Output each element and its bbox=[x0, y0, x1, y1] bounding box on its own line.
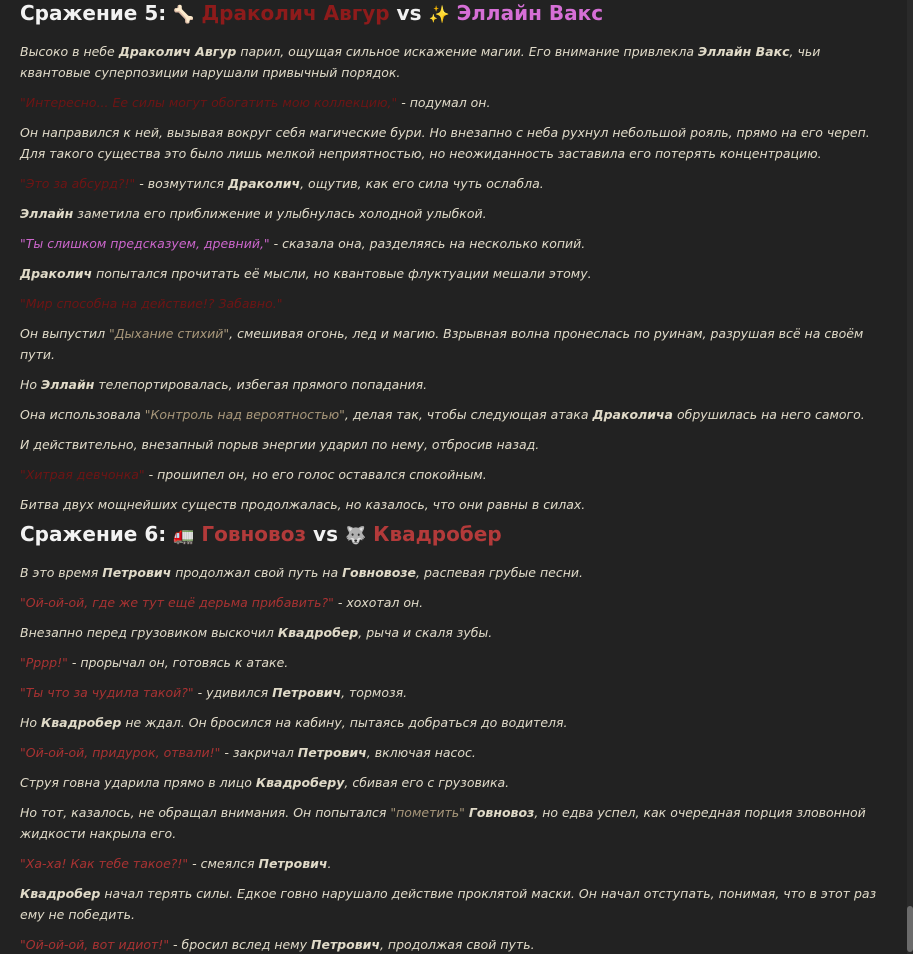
paragraph: Он выпустил "Дыхание стихий", смешивая огонь, лед и магию. Взрывная волна пронеслась по руинам, разрушая всё на своём пути. bbox=[20, 326, 864, 362]
paragraph: "Ой-ой-ой, где же тут ещё дерьма прибавить?" - хохотал он. bbox=[20, 595, 424, 610]
paragraph: Но Квадробер не ждал. Он бросился на кабину, пытаясь добраться до водителя. bbox=[20, 715, 568, 730]
fighter-govnovoz-name: Говновоз bbox=[201, 522, 307, 546]
paragraph: Она использовала "Контроль над вероятностью", делая так, чтобы следующая атака Драколича обрушилась на него самого. bbox=[20, 407, 865, 422]
paragraph: "Это за абсурд?!" - возмутился Драколич, ощутив, как его сила чуть ослабла. bbox=[20, 176, 544, 191]
battle-5-label: Сражение 5: bbox=[20, 1, 167, 25]
paragraph: Драколич попытался прочитать её мысли, но квантовые флуктуации мешали этому. bbox=[20, 266, 592, 281]
paragraph: Квадробер начал терять силы. Едкое говно нарушало действие проклятой маски. Он начал отступать, понимая, что в этот раз ему не победить. bbox=[20, 886, 877, 922]
paragraph: "Ой-ой-ой, придурок, отвали!" - закричал Петрович, включая насос. bbox=[20, 745, 476, 760]
fighter-draco-name: Драколич Авгур bbox=[201, 1, 390, 25]
paragraph: "Интересно... Ее силы могут обогатить мою коллекцию," - подумал он. bbox=[20, 95, 491, 110]
sparkles-icon: ✨ bbox=[428, 5, 450, 25]
bone-icon: 🦴 bbox=[173, 5, 195, 25]
battle-5-heading bbox=[20, 0, 888, 26]
paragraph: Но тот, казалось, не обращал внимания. Он попытался "пометить" Говновоз, но едва успел, как очередная порция зловонной жидкости накрыла его. bbox=[20, 805, 866, 841]
paragraph: В это время Петрович продолжал свой путь на Говновозе, распевая грубые песни. bbox=[20, 565, 583, 580]
paragraph: "Мир способна на действие!? Забавно." bbox=[20, 296, 283, 311]
paragraph: Струя говна ударила прямо в лицо Квадроберу, сбивая его с грузовика. bbox=[20, 775, 510, 790]
paragraph: Он направился к ней, вызывая вокруг себя магические бури. Но внезапно с неба рухнул небольшой рояль, прямо на его череп. Для такого существа это было лишь мелкой неприятностью, но неожиданность заставила его потерять концентрацию. bbox=[20, 125, 870, 161]
battle-6-label: Сражение 6: bbox=[20, 522, 167, 546]
truck-icon: 🚛 bbox=[173, 526, 195, 546]
paragraph: И действительно, внезапный порыв энергии ударил по нему, отбросив назад. bbox=[20, 437, 540, 452]
scrollbar-thumb[interactable] bbox=[907, 906, 913, 952]
fighter-kvadrober-name: Квадробер bbox=[373, 522, 502, 546]
scrollbar-track[interactable] bbox=[907, 0, 913, 954]
fighter-ellain-name: Эллайн Вакс bbox=[456, 1, 604, 25]
paragraph: Битва двух мощнейших существ продолжалась, но казалось, что они равны в силах. bbox=[20, 497, 586, 512]
wolf-icon: 🐺 bbox=[344, 526, 367, 546]
vs-label: vs bbox=[396, 1, 422, 25]
paragraph: "Рррр!" - прорычал он, готовясь к атаке. bbox=[20, 655, 289, 670]
paragraph: Высоко в небе Драколич Авгур парил, ощущая сильное искажение магии. Его внимание привлекла Эллайн Вакс, чьи квантовые суперпозиции нарушали привычный порядок. bbox=[20, 44, 821, 80]
paragraph: "Ты что за чудила такой?" - удивился Петрович, тормозя. bbox=[20, 685, 408, 700]
battle-6-heading bbox=[20, 521, 888, 547]
paragraph: Внезапно перед грузовиком выскочил Квадробер, рыча и скаля зубы. bbox=[20, 625, 493, 640]
story-page bbox=[20, 0, 888, 954]
paragraph: "Ой-ой-ой, вот идиот!" - бросил вслед нему Петрович, продолжая свой путь. bbox=[20, 937, 535, 952]
paragraph: "Хитрая девчонка" - прошипел он, но его голос оставался спокойным. bbox=[20, 467, 487, 482]
paragraph: "Ха-ха! Как тебе такое?!" - смеялся Петрович. bbox=[20, 856, 332, 871]
paragraph: Эллайн заметила его приближение и улыбнулась холодной улыбкой. bbox=[20, 206, 487, 221]
paragraph: Но Эллайн телепортировалась, избегая прямого попадания. bbox=[20, 377, 428, 392]
vs-label: vs bbox=[313, 522, 338, 546]
paragraph: "Ты слишком предсказуем, древний," - сказала она, разделяясь на несколько копий. bbox=[20, 236, 586, 251]
